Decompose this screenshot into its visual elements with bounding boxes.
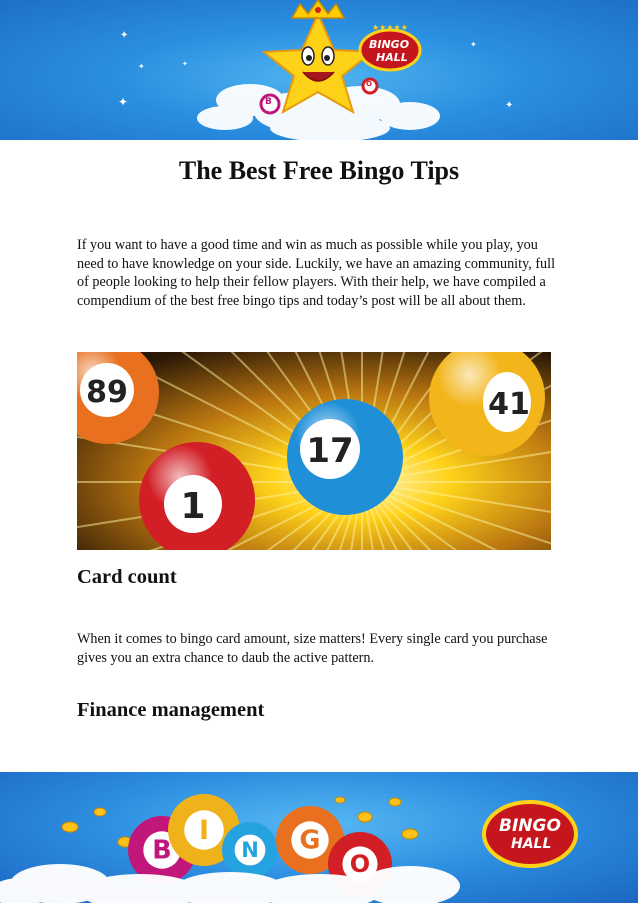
- sparkle-icon: ✦: [505, 100, 514, 111]
- logo-text-line2: HALL: [376, 51, 408, 64]
- sparkle-icon: ✦: [138, 62, 145, 71]
- footer-banner: [0, 772, 638, 903]
- badge-letter: O: [366, 80, 372, 88]
- ball-number: 1: [180, 486, 206, 527]
- bingo-balls-photo: [77, 352, 551, 550]
- sparkle-icon: ✦: [182, 60, 188, 68]
- mascot-illustration: [0, 0, 638, 140]
- bingo-balls-image: [77, 352, 551, 550]
- bingo-ball-17: [287, 399, 403, 515]
- badge-letter: B: [265, 97, 272, 107]
- section-body-card-count: When it comes to bingo card amount, size matters! Every single card you purchase gives you an extra chance to daub the active pattern.: [77, 631, 548, 666]
- sparkle-icon: ✦: [118, 95, 129, 109]
- ball-number: 89: [86, 375, 128, 410]
- ball-number: 17: [306, 431, 354, 471]
- ball-letter: G: [299, 825, 321, 856]
- sparkle-icon: ✦: [470, 40, 477, 49]
- header-banner: [0, 0, 638, 140]
- ball-letter: N: [241, 838, 259, 862]
- cloud-icon: [0, 864, 460, 903]
- page-title: The Best Free Bingo Tips: [178, 156, 460, 185]
- bingo-ball-n: [222, 822, 278, 878]
- footer-logo-text-line1: BINGO: [499, 816, 561, 836]
- crown-icon: [292, 0, 344, 18]
- ball-letter: I: [198, 815, 210, 846]
- intro-paragraph: If you want to have a good time and win as much as possible while you play, you need to have knowledge on your side. Luckily, we have an amazing community, full of people looking to help their fellow players. With their help, we have compiled a compendium of the best free bingo tips and today’s post will be all about them.: [77, 237, 556, 309]
- ball-letter: B: [152, 835, 172, 866]
- ball-letter: O: [349, 850, 371, 878]
- footer-logo-text-line2: HALL: [511, 836, 552, 852]
- section-heading-finance-management: Finance management: [77, 699, 265, 721]
- sparkle-icon: ✦: [120, 30, 129, 41]
- section-heading-card-count: Card count: [77, 566, 177, 588]
- ball-number: 41: [488, 387, 530, 422]
- svg-text:★★★★★: ★★★★★: [372, 23, 408, 32]
- logo-text-line1: BINGO: [369, 38, 410, 51]
